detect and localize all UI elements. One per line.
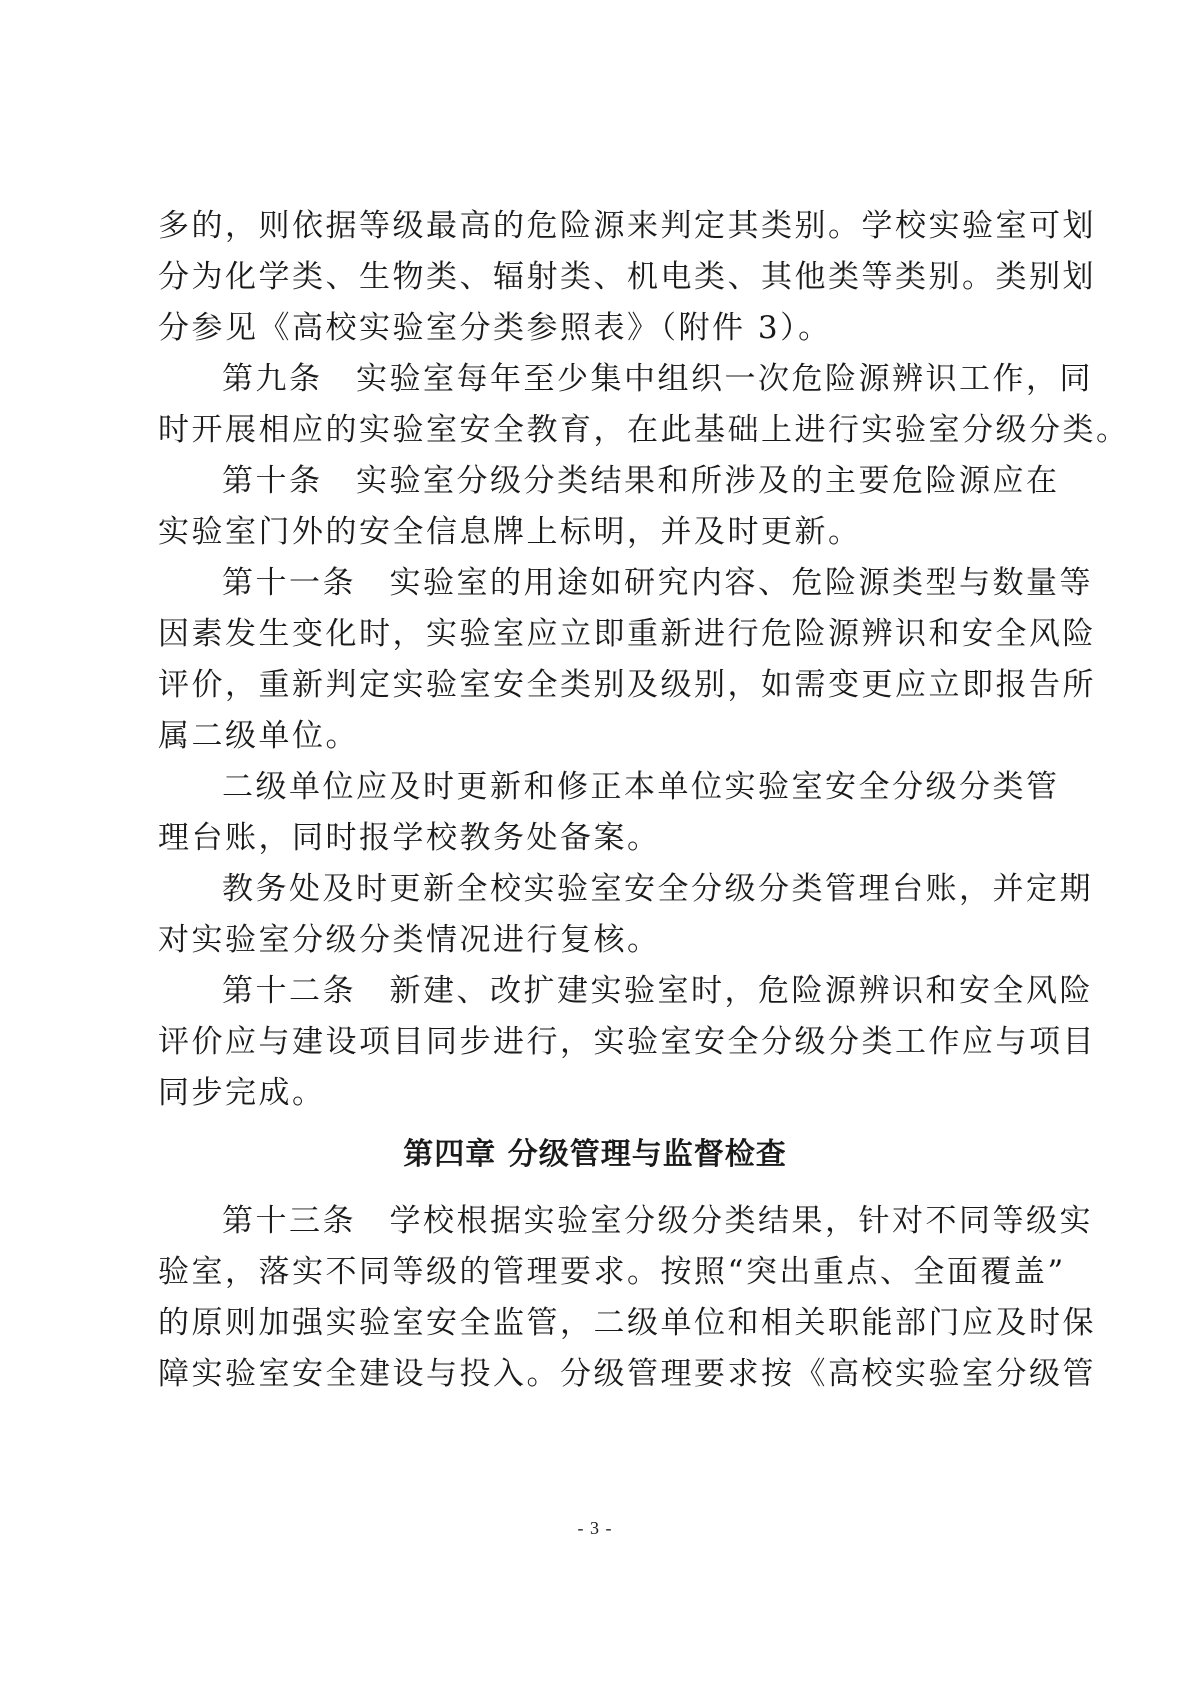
text-line: 实验室门外的安全信息牌上标明，并及时更新。	[158, 514, 862, 550]
article-10-start: 第十条 实验室分级分类结果和所涉及的主要危险源应在	[222, 463, 1060, 499]
article-11-start: 第十一条 实验室的用途如研究内容、危险源类型与数量等	[222, 565, 1093, 601]
text-line: 评价应与建设项目同步进行，实验室安全分级分类工作应与项目	[158, 1024, 1096, 1060]
article-13-start: 第十三条 学校根据实验室分级分类结果，针对不同等级实	[222, 1203, 1093, 1239]
paragraph-start: 二级单位应及时更新和修正本单位实验室安全分级分类管	[222, 769, 1060, 805]
text-line: 时开展相应的实验室安全教育，在此基础上进行实验室分级分类。	[158, 412, 1130, 448]
article-9-start: 第九条 实验室每年至少集中组织一次危险源辨识工作，同	[222, 361, 1093, 397]
text-line: 的原则加强实验室安全监管，二级单位和相关职能部门应及时保	[158, 1305, 1096, 1341]
article-12-start: 第十二条 新建、改扩建实验室时，危险源辨识和安全风险	[222, 973, 1093, 1009]
page-number: - 3 -	[577, 1518, 613, 1538]
text-line: 同步完成。	[158, 1075, 326, 1111]
chapter-heading: 第四章 分级管理与监督检查	[403, 1137, 787, 1172]
text-line: 分为化学类、生物类、辐射类、机电类、其他类等类别。类别划	[158, 259, 1096, 295]
text-line: 因素发生变化时，实验室应立即重新进行危险源辨识和安全风险	[158, 616, 1096, 652]
text-line: 属二级单位。	[158, 718, 359, 754]
text-line: 验室，落实不同等级的管理要求。按照“突出重点、全面覆盖”	[158, 1254, 1066, 1290]
text-line: 分参见《高校实验室分类参照表》（附件 3）。	[158, 310, 832, 346]
paragraph-start: 教务处及时更新全校实验室安全分级分类管理台账，并定期	[222, 871, 1093, 907]
text-line: 评价，重新判定实验室安全类别及级别，如需变更应立即报告所	[158, 667, 1096, 703]
text-line: 多的，则依据等级最高的危险源来判定其类别。学校实验室可划	[158, 208, 1096, 244]
text-line: 对实验室分级分类情况进行复核。	[158, 922, 661, 958]
text-line: 障实验室安全建设与投入。分级管理要求按《高校实验室分级管	[158, 1356, 1096, 1392]
text-line: 理台账，同时报学校教务处备案。	[158, 820, 661, 856]
